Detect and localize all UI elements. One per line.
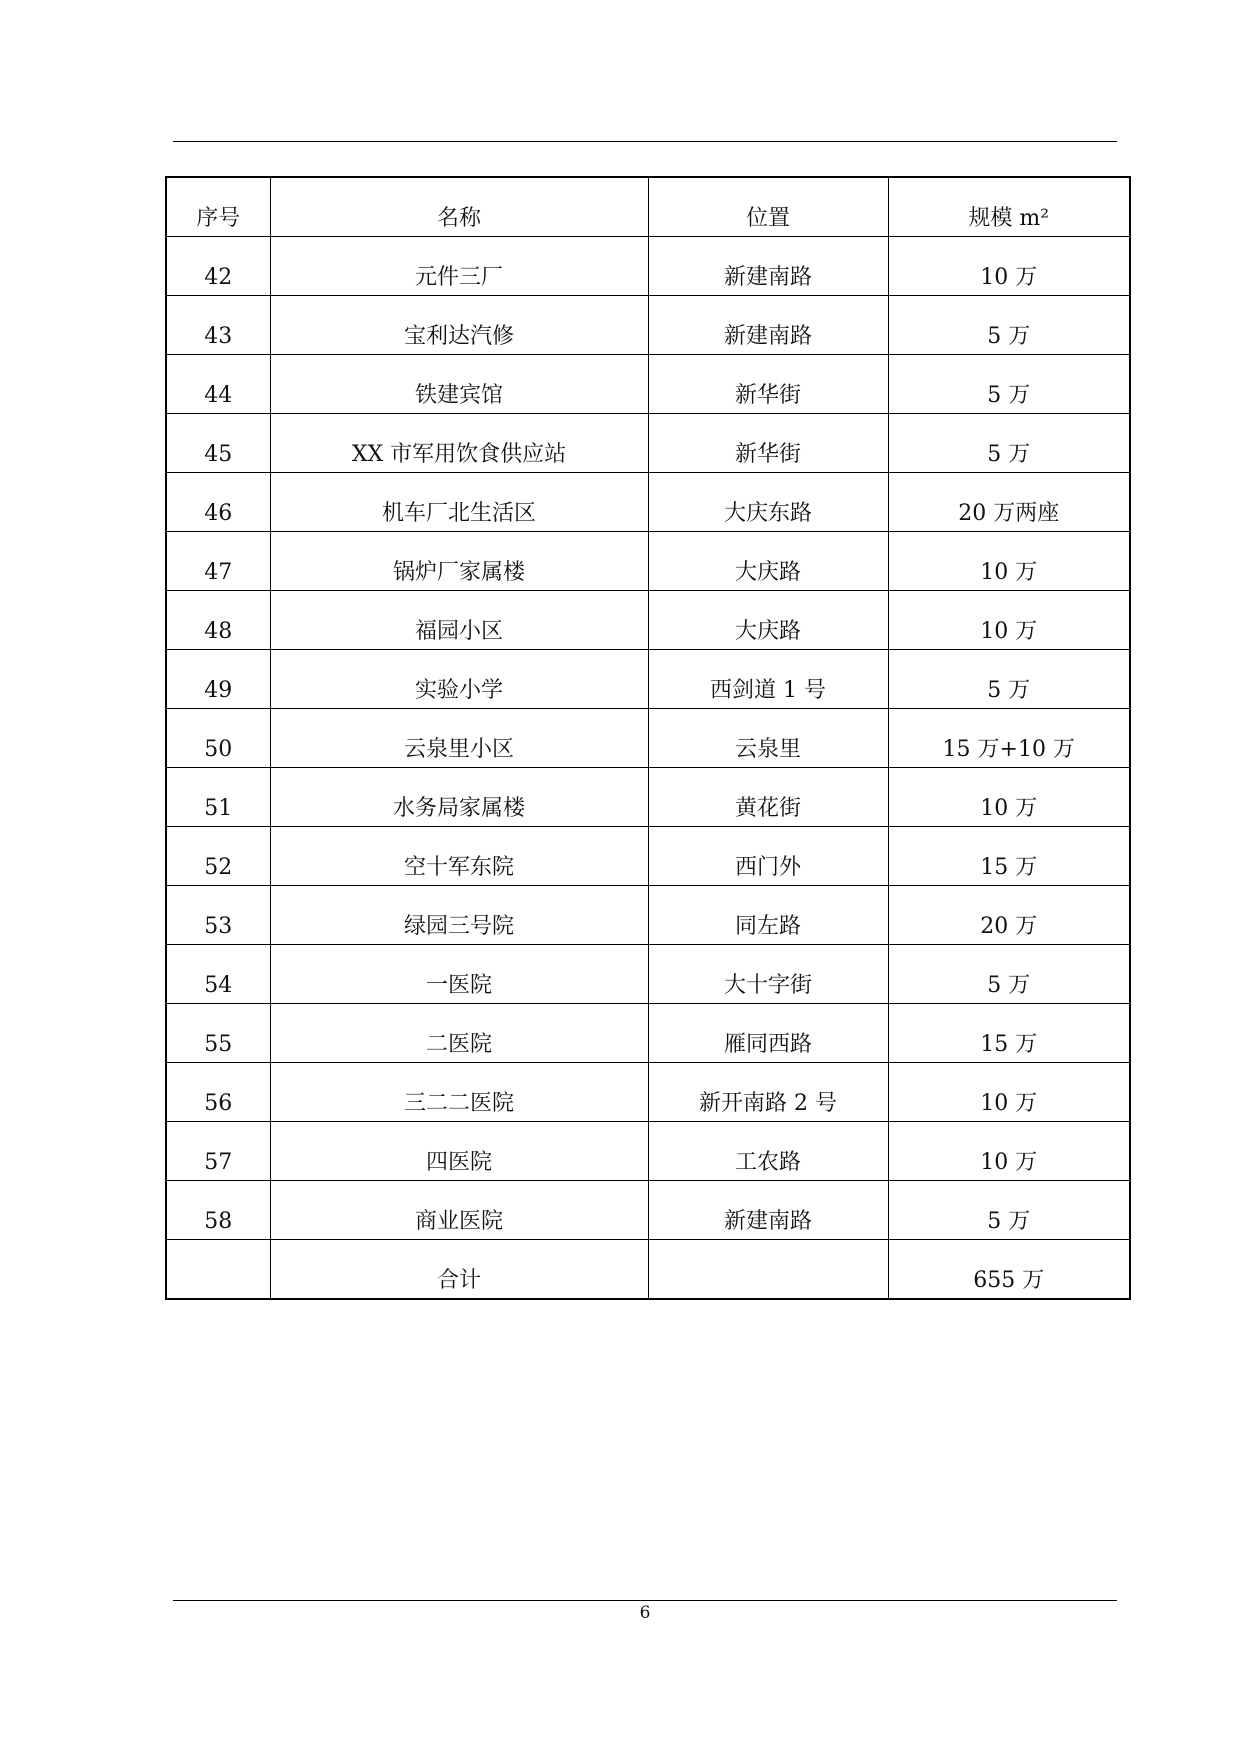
cell-location: 黄花街	[648, 768, 888, 827]
cell-location: 大庆路	[648, 591, 888, 650]
cell-name: 宝利达汽修	[270, 296, 648, 355]
table-row	[166, 1181, 1130, 1240]
total-location	[648, 1240, 888, 1300]
cell-name: 云泉里小区	[270, 709, 648, 768]
cell-name: 空十军东院	[270, 827, 648, 886]
table-row	[166, 296, 1130, 355]
header-rule	[173, 141, 1117, 142]
cell-no: 52	[166, 827, 270, 886]
cell-name: 四医院	[270, 1122, 648, 1181]
cell-no: 43	[166, 296, 270, 355]
table-row	[166, 886, 1130, 945]
cell-no: 44	[166, 355, 270, 414]
cell-no: 48	[166, 591, 270, 650]
cell-location: 西门外	[648, 827, 888, 886]
table-row	[166, 1063, 1130, 1122]
table-row	[166, 945, 1130, 1004]
table-row	[166, 709, 1130, 768]
cell-scale: 10 万	[888, 591, 1130, 650]
cell-name: XX 市军用饮食供应站	[270, 414, 648, 473]
cell-scale: 10 万	[888, 768, 1130, 827]
table-row	[166, 827, 1130, 886]
table-row	[166, 591, 1130, 650]
cell-name: 绿园三号院	[270, 886, 648, 945]
table-row	[166, 237, 1130, 296]
cell-name: 福园小区	[270, 591, 648, 650]
table-header-row	[166, 177, 1130, 237]
cell-location: 新华街	[648, 355, 888, 414]
cell-no: 54	[166, 945, 270, 1004]
cell-no: 46	[166, 473, 270, 532]
cell-scale: 5 万	[888, 650, 1130, 709]
cell-no: 51	[166, 768, 270, 827]
total-scale: 655 万	[888, 1240, 1130, 1300]
table-row	[166, 473, 1130, 532]
cell-no: 49	[166, 650, 270, 709]
header-location: 位置	[648, 177, 888, 237]
facility-scale-table	[165, 176, 1131, 1300]
table-row	[166, 1122, 1130, 1181]
cell-name: 水务局家属楼	[270, 768, 648, 827]
cell-no: 42	[166, 237, 270, 296]
cell-location: 大十字街	[648, 945, 888, 1004]
cell-location: 云泉里	[648, 709, 888, 768]
cell-scale: 15 万	[888, 1004, 1130, 1063]
cell-location: 同左路	[648, 886, 888, 945]
cell-location: 新开南路 2 号	[648, 1063, 888, 1122]
total-no	[166, 1240, 270, 1300]
cell-no: 55	[166, 1004, 270, 1063]
cell-scale: 15 万+10 万	[888, 709, 1130, 768]
cell-scale: 5 万	[888, 414, 1130, 473]
table-row	[166, 355, 1130, 414]
cell-no: 57	[166, 1122, 270, 1181]
cell-name: 实验小学	[270, 650, 648, 709]
cell-location: 新建南路	[648, 296, 888, 355]
cell-no: 56	[166, 1063, 270, 1122]
cell-name: 机车厂北生活区	[270, 473, 648, 532]
header-scale-unit: m²	[1019, 206, 1050, 231]
cell-scale: 10 万	[888, 1122, 1130, 1181]
header-scale	[888, 177, 1130, 237]
cell-scale: 5 万	[888, 355, 1130, 414]
cell-name: 锅炉厂家属楼	[270, 532, 648, 591]
header-scale-label: 规模	[968, 206, 1013, 231]
table-row	[166, 1004, 1130, 1063]
cell-name: 商业医院	[270, 1181, 648, 1240]
cell-no: 53	[166, 886, 270, 945]
cell-name: 元件三厂	[270, 237, 648, 296]
cell-scale: 15 万	[888, 827, 1130, 886]
table-row	[166, 768, 1130, 827]
cell-name: 三二二医院	[270, 1063, 648, 1122]
cell-no: 45	[166, 414, 270, 473]
header-name: 名称	[270, 177, 648, 237]
cell-location: 工农路	[648, 1122, 888, 1181]
cell-location: 雁同西路	[648, 1004, 888, 1063]
cell-location: 新华街	[648, 414, 888, 473]
table-row	[166, 532, 1130, 591]
cell-scale: 10 万	[888, 237, 1130, 296]
cell-location: 大庆路	[648, 532, 888, 591]
cell-location: 新建南路	[648, 237, 888, 296]
cell-no: 50	[166, 709, 270, 768]
cell-name: 一医院	[270, 945, 648, 1004]
footer-rule	[173, 1600, 1117, 1601]
cell-location: 西剑道 1 号	[648, 650, 888, 709]
cell-scale: 5 万	[888, 945, 1130, 1004]
table-row	[166, 414, 1130, 473]
total-label: 合计	[270, 1240, 648, 1300]
cell-name: 二医院	[270, 1004, 648, 1063]
cell-scale: 5 万	[888, 1181, 1130, 1240]
cell-scale: 20 万	[888, 886, 1130, 945]
table-row	[166, 650, 1130, 709]
cell-name: 铁建宾馆	[270, 355, 648, 414]
cell-location: 新建南路	[648, 1181, 888, 1240]
page-number: 6	[639, 1603, 651, 1623]
cell-no: 47	[166, 532, 270, 591]
cell-scale: 10 万	[888, 1063, 1130, 1122]
cell-location: 大庆东路	[648, 473, 888, 532]
cell-scale: 10 万	[888, 532, 1130, 591]
cell-scale: 20 万两座	[888, 473, 1130, 532]
cell-scale: 5 万	[888, 296, 1130, 355]
header-no: 序号	[166, 177, 270, 237]
table-total-row	[166, 1240, 1130, 1300]
cell-no: 58	[166, 1181, 270, 1240]
